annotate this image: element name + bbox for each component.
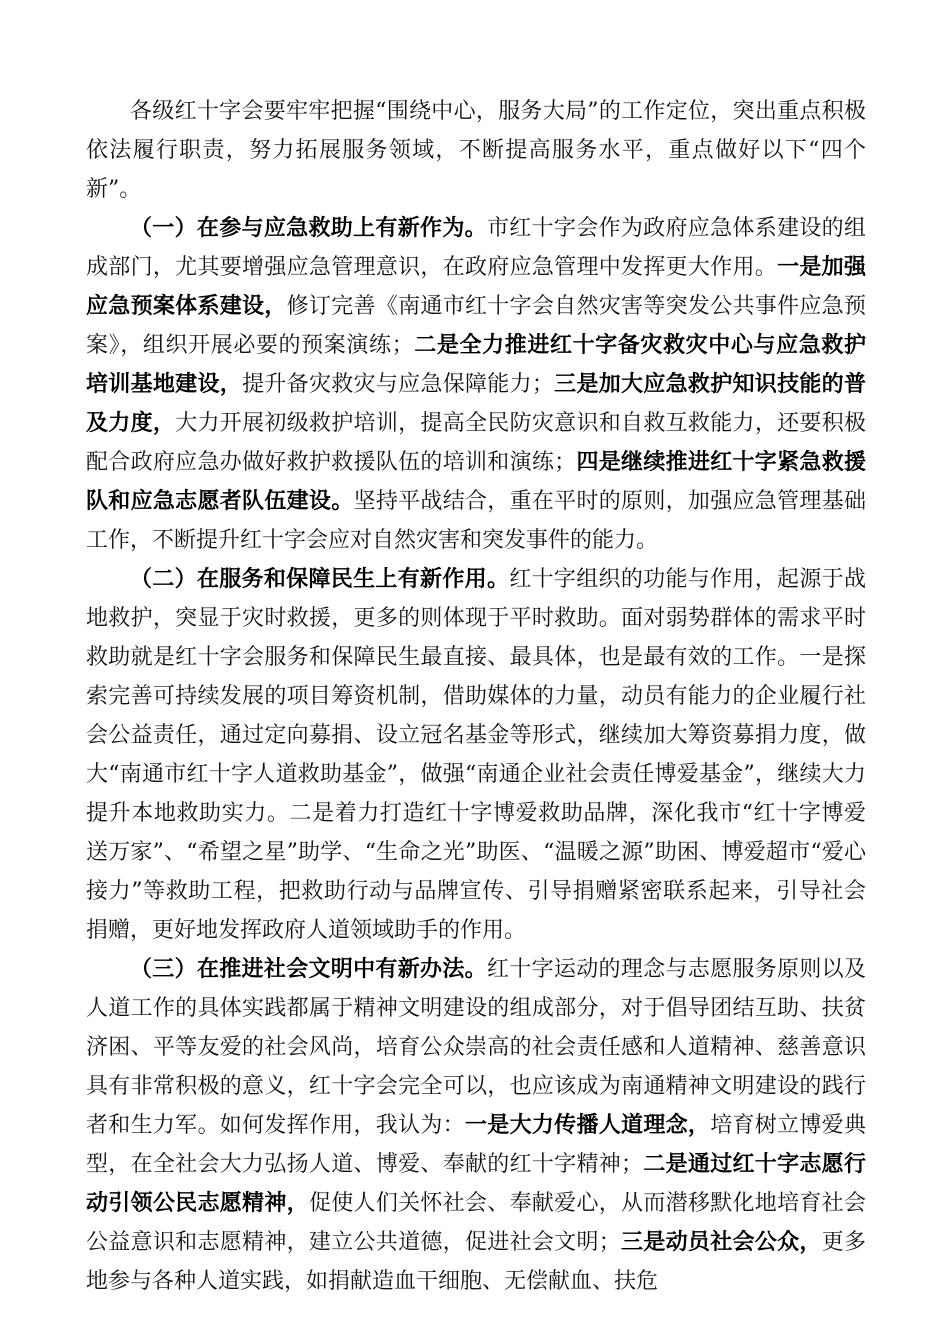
section-2-heading: （二）在服务和保障民生上有新作用。 (130, 566, 510, 592)
section-1-heading: （一）在参与应急救助上有新作为。 (130, 215, 487, 241)
paragraph-section-3 (86, 950, 866, 1301)
section-1-point-3: 三是加大应急救护知识技能的普及力度， (86, 371, 866, 436)
section-1-text: 修订完善《南通市红十字会自然灾害等突发公共事件应急预案》，组织开展必要的预案演练； (86, 294, 866, 358)
section-2-text: 红十字组织的功能与作用，起源于战地救护，突显于灾时救援，更多的则体现于平时救助。面对弱势群体的需求平时救助就是红十字会服务和保障民生最直接、最具体，也是最有效的工作。一是探索完善可持续发展的项目筹资机制，借助媒体的力量，动员有能力的企业履行社会公益责任，通过定向募捐、设立冠名基金等形式，继续加大筹资募捐力度，做大“南通市红十字人道救助基金”，做强“南通企业社会责任博爱基金”，继续大力提升本地救助实力。二是着力打造红十字博爱救助品牌，深化我市“红十字博爱送万家”、“希望之星”助学、“生命之光”助医、“温暖之源”助困、博爱超市“爱心接力”等救助工程，把救助行动与品牌宣传、引导捐赠紧密联系起来，引导社会捐赠，更好地发挥政府人道领域助手的作用。 (86, 567, 866, 943)
section-3-point-1: 一是大力传播人道理念， (464, 1112, 711, 1138)
section-3-heading: （三）在推进社会文明中有新办法。 (130, 956, 487, 982)
section-3-text: 培育树立博爱典型，在全社会大力弘扬人道、博爱、奉献的红十字精神； (86, 1113, 866, 1177)
section-3-text: 红十字运动的理念与志愿服务原则以及人道工作的具体实践都属于精神文明建设的组成部分，对于倡导团结互助、扶贫济困、平等友爱的社会风尚，培育公众崇高的社会责任感和人道精神、慈善意识具有非常积极的意义，红十字会完全可以，也应该成为南通精神文明建设的践行者和生力军。如何发挥作用，我认为： (86, 957, 866, 1138)
section-3-text: 更多地参与各种人道实践，如捐献造血干细胞、无偿献血、扶危 (86, 1230, 866, 1294)
section-3-point-2: 二是通过红十字志愿行动引领公民志愿精神， (86, 1151, 866, 1216)
paragraph-section-2 (86, 560, 866, 950)
section-3-point-3: 三是动员社会公众， (620, 1229, 822, 1255)
section-1-text: 市红十字会作为政府应急体系建设的组成部门，尤其要增强应急管理意识，在政府应急管理中发挥更大作用。 (86, 216, 866, 280)
section-3-text: 促使人们关怀社会、奉献爱心，从而潜移默化地培育社会公益意识和志愿精神，建立公共道德，促进社会文明； (86, 1191, 866, 1255)
section-1-text: 大力开展初级救护培训，提高全民防灾意识和自救互救能力，还要积极配合政府应急办做好救护救援队伍的培训和演练； (86, 411, 866, 475)
section-1-point-1: 一是加强应急预案体系建设， (86, 254, 866, 319)
section-1-text: 坚持平战结合，重在平时的原则，加强应急管理基础工作，不断提升红十字会应对自然灾害和突发事件的能力。 (86, 489, 866, 553)
section-1-point-4: 四是继续推进红十字紧急救援队和应急志愿者队伍建设。 (86, 449, 866, 514)
section-1-text: 提升备灾救灾与应急保障能力； (242, 372, 554, 397)
paragraph-section-1 (86, 209, 866, 560)
paragraph-intro (86, 92, 866, 209)
document-body (86, 92, 866, 1301)
intro-text: 各级红十字会要牢牢把握“围绕中心，服务大局”的工作定位，突出重点积极依法履行职责，努力拓展服务领域，不断提高服务水平，重点做好以下“四个新”。 (86, 99, 866, 202)
section-1-point-2: 二是全力推进红十字备灾救灾中心与应急救护培训基地建设， (86, 332, 866, 397)
